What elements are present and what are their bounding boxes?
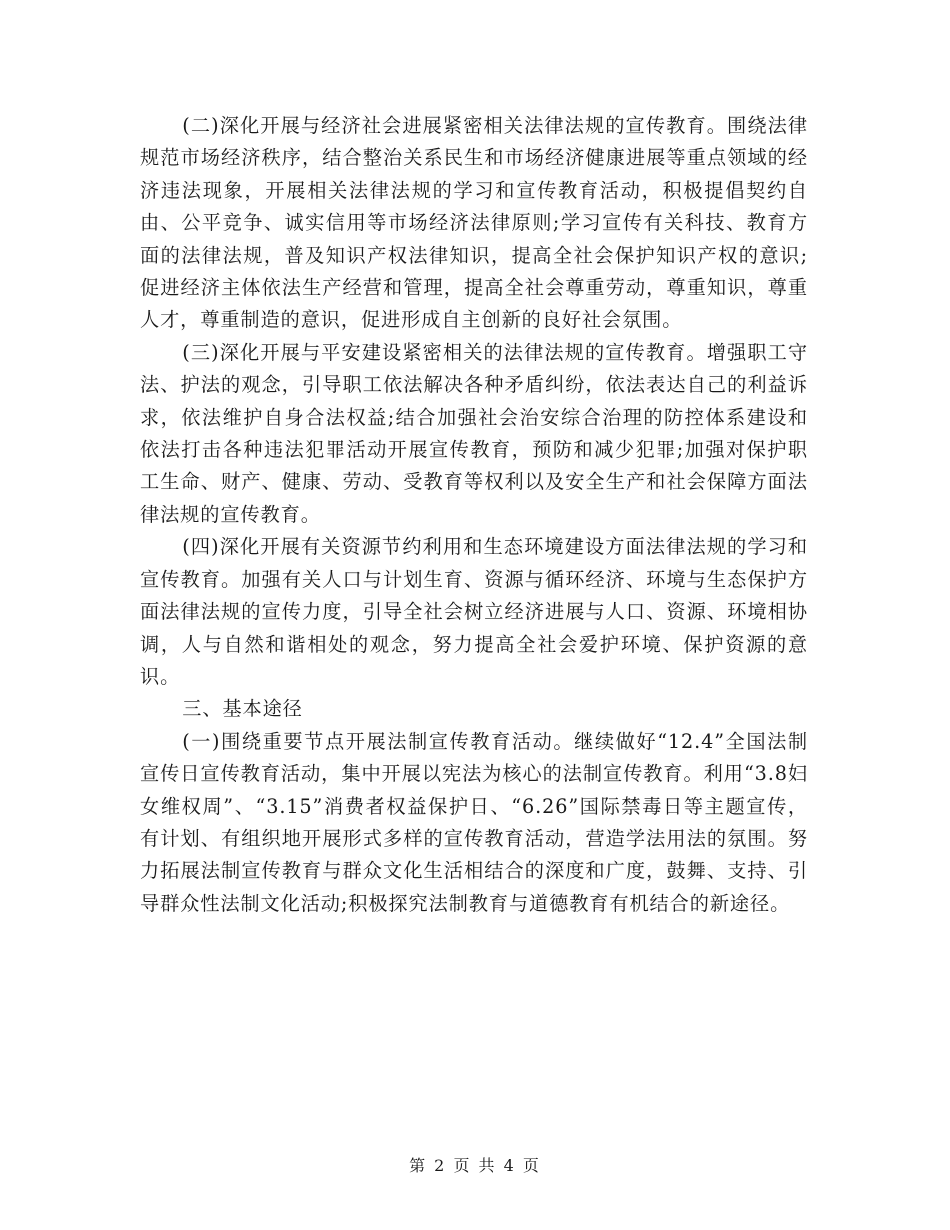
page-footer <box>0 1153 950 1176</box>
paragraph-section-4: (四)深化开展有关资源节约利用和生态环境建设方面法律法规的学习和宣传教育。加强有关人口与计划生育、资源与循环经济、环境与生态保护方面法律法规的宣传力度，引导全社会树立经济进展与人口、资源、环境相协调，人与自然和谐相处的观念，努力提高全社会爱护环境、保护资源的意识。 <box>140 535 808 688</box>
paragraph-section-2: (二)深化开展与经济社会进展紧密相关法律法规的宣传教育。围绕法律规范市场经济秩序，结合整治关系民生和市场经济健康进展等重点领域的经济违法现象，开展相关法律法规的学习和宣传教育活动，积极提倡契约自由、公平竞争、诚实信用等市场经济法律原则;学习宣传有关科技、教育方面的法律法规，普及知识产权法律知识，提高全社会保护知识产权的意识;促进经济主体依法生产经营和管理，提高全社会尊重劳动，尊重知识，尊重人才，尊重制造的意识，促进形成自主创新的良好社会氛围。 <box>140 114 808 332</box>
paragraph-section-3: (三)深化开展与平安建设紧密相关的法律法规的宣传教育。增强职工守法、护法的观念，引导职工依法解决各种矛盾纠纷，依法表达自己的利益诉求，依法维护自身合法权益;结合加强社会治安综合治理的防控体系建设和依法打击各种违法犯罪活动开展宣传教育，预防和减少犯罪;加强对保护职工生命、财产、健康、劳动、受教育等权利以及安全生产和社会保障方面法律法规的宣传教育。 <box>140 340 808 526</box>
section-heading-basic-approaches: 三、基本途径 <box>182 697 303 721</box>
document-body <box>140 110 808 920</box>
paragraph-approach-1: (一)围绕重要节点开展法制宣传教育活动。继续做好“12.4”全国法制宣传日宣传教育活动，集中开展以宪法为核心的法制宣传教育。利用“3.8妇女维权周”、“3.15”消费者权益保护日、“6.26”国际禁毒日等主题宣传，有计划、有组织地开展形式多样的宣传教育活动，营造学法用法的氛围。努力拓展法制宣传教育与群众文化生活相结合的深度和广度，鼓舞、支持、引导群众性法制文化活动;积极探究法制教育与道德教育有机结合的新途径。 <box>140 729 808 915</box>
page-number-label: 第 2 页 共 4 页 <box>409 1156 541 1175</box>
